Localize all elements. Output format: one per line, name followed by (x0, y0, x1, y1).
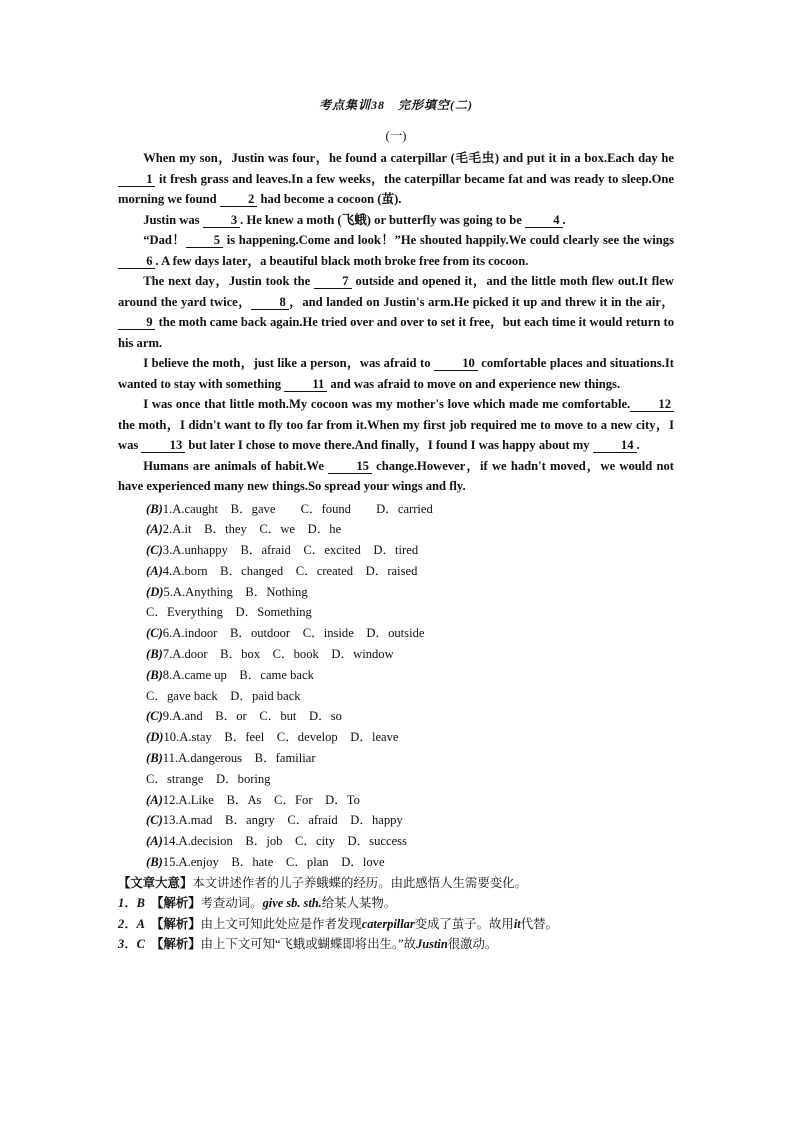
blank-13: 13 (141, 438, 185, 453)
question-options: 6.A.indoor B．outdoor C．inside D．outside (162, 626, 425, 641)
answer-key: (A) (146, 792, 163, 807)
question-options: 9.A.and B．or C．but D．so (162, 709, 342, 724)
question-options: 3.A.unhappy B．afraid C．excited D．tired (162, 543, 419, 558)
question-options: 4.A.born B．changed C．created D．raised (162, 563, 418, 578)
blank-2: 2 (220, 192, 257, 207)
passage-paragraph-7: Humans are animals of habit.We 15 change.However，if we hadn't moved，we would not have experienced many new things.So spread your wings and fly. (118, 458, 674, 493)
passage-paragraph-5: I believe the moth，just like a person，was afraid to 10 comfortable places and situations.It wanted to stay with something 11 and was afraid to move on and experience new things. (118, 356, 674, 391)
question-12 (146, 790, 674, 811)
question-13 (146, 810, 674, 831)
answer-key: (A) (146, 834, 163, 849)
blank-4: 4 (525, 213, 562, 228)
question-options: 13.A.mad B．angry C．afraid D．happy (162, 813, 403, 828)
question-3 (146, 540, 674, 561)
explanation-3: 3．C 【解析】由上下文可知“飞蛾或蝴蝶即将出生。”故Justin很激动。 (118, 937, 498, 952)
question-9 (146, 706, 674, 727)
question-5-cont (146, 602, 674, 623)
question-4 (146, 561, 674, 582)
blank-10: 10 (434, 356, 478, 371)
question-10 (146, 727, 674, 748)
question-14 (146, 831, 674, 852)
page-title: 考点集训38 完形填空(二) (319, 98, 473, 112)
blank-14: 14 (593, 438, 637, 453)
question-options: 2.A.it B．they C．we D．he (162, 522, 342, 537)
answer-key: (C) (146, 813, 163, 828)
answer-key: (B) (146, 855, 163, 870)
blank-9: 9 (118, 315, 155, 330)
blank-12: 12 (630, 397, 674, 412)
answer-key: (C) (146, 709, 163, 724)
explanation-1: 1．B 【解析】考查动词。give sb. sth.给某人某物。 (118, 896, 397, 911)
question-options: 7.A.door B．box C．book D．window (162, 647, 394, 662)
answer-key: (A) (146, 522, 163, 537)
blank-1: 1 (118, 172, 155, 187)
blank-3: 3 (203, 213, 240, 228)
blank-15: 15 (328, 459, 372, 474)
question-11 (146, 748, 674, 769)
question-options: 10.A.stay B．feel C．develop D．leave (163, 730, 399, 745)
question-options: C．Everything D．Something (146, 605, 312, 620)
answer-key: (A) (146, 563, 163, 578)
passage-paragraph-1: When my son，Justin was four，he found a caterpillar (毛毛虫) and put it in a box.Each day he 1 it fresh grass and leaves.In a few weeks，the caterpillar became fat and was ready to sleep.One morning we found 2 had become a cocoon (茧). (118, 151, 674, 206)
question-options: 11.A.dangerous B．familiar (162, 751, 316, 766)
question-6 (146, 623, 674, 644)
question-8-cont (146, 686, 674, 707)
question-8 (146, 665, 674, 686)
answer-key: (D) (146, 584, 164, 599)
question-list (118, 499, 674, 873)
answer-key: (B) (146, 667, 163, 682)
question-2 (146, 519, 674, 540)
summary-line: 【文章大意】本文讲述作者的儿子养蛾蝶的经历。由此感悟人生需要变化。 (118, 875, 527, 890)
question-7 (146, 644, 674, 665)
question-11-cont (146, 769, 674, 790)
question-5 (146, 582, 674, 603)
passage-paragraph-3: “Dad！ 5 is happening.Come and look！”He shouted happily.We could clearly see the wings 6 . A few days later，a beautiful black moth broke free from its cocoon. (118, 230, 674, 271)
answer-key: (C) (146, 543, 163, 558)
question-options: 14.A.decision B．job C．city D．success (162, 834, 407, 849)
question-15 (146, 852, 674, 873)
passage-paragraph-4: The next day，Justin took the 7 outside and opened it，and the little moth flew out.It flew around the yard twice， 8 ，and landed on Justin's arm.He picked it up and threw it in the air，9 the moth came back again.He tried over and over to set it free，but each time it would return to his arm. (118, 274, 674, 350)
question-options: 5.A.Anything B．Nothing (163, 584, 308, 599)
blank-7: 7 (314, 274, 351, 289)
question-options: 8.A.came up B．came back (162, 667, 314, 682)
document-page (118, 96, 674, 955)
question-options: 15.A.enjoy B．hate C．plan D．love (162, 855, 385, 870)
question-options: C．strange D．boring (146, 771, 271, 786)
answer-key: (B) (146, 647, 163, 662)
passage-paragraph-2: Justin was 3 . He knew a moth (飞蛾) or butterfly was going to be 4 . (143, 212, 566, 227)
question-options: C．gave back D．paid back (146, 688, 301, 703)
answer-key: (C) (146, 626, 163, 641)
section-heading: (一) (385, 129, 407, 143)
answer-key: (B) (146, 501, 163, 516)
passage-paragraph-6: I was once that little moth.My cocoon was my mother's love which made me comfortable. 12 the moth，I didn't want to fly too far from it.When my first job required me to move to a new city，I was 13 but later I chose to move there.And finally，I found I was happy about my 14 . (118, 397, 674, 452)
explanation-2: 2．A 【解析】由上文可知此处应是作者发现caterpillar变成了茧子。故用it代替。 (118, 916, 558, 931)
blank-8: 8 (251, 295, 288, 310)
answer-key: (D) (146, 730, 164, 745)
blank-5: 5 (186, 233, 223, 248)
question-options: 1.A.caught B．gave C．found D．carried (162, 501, 433, 516)
question-1 (146, 499, 674, 520)
question-options: 12.A.Like B．As C．For D．To (162, 792, 360, 807)
blank-11: 11 (284, 377, 327, 392)
blank-6: 6 (118, 254, 155, 269)
answer-key: (B) (146, 751, 163, 766)
